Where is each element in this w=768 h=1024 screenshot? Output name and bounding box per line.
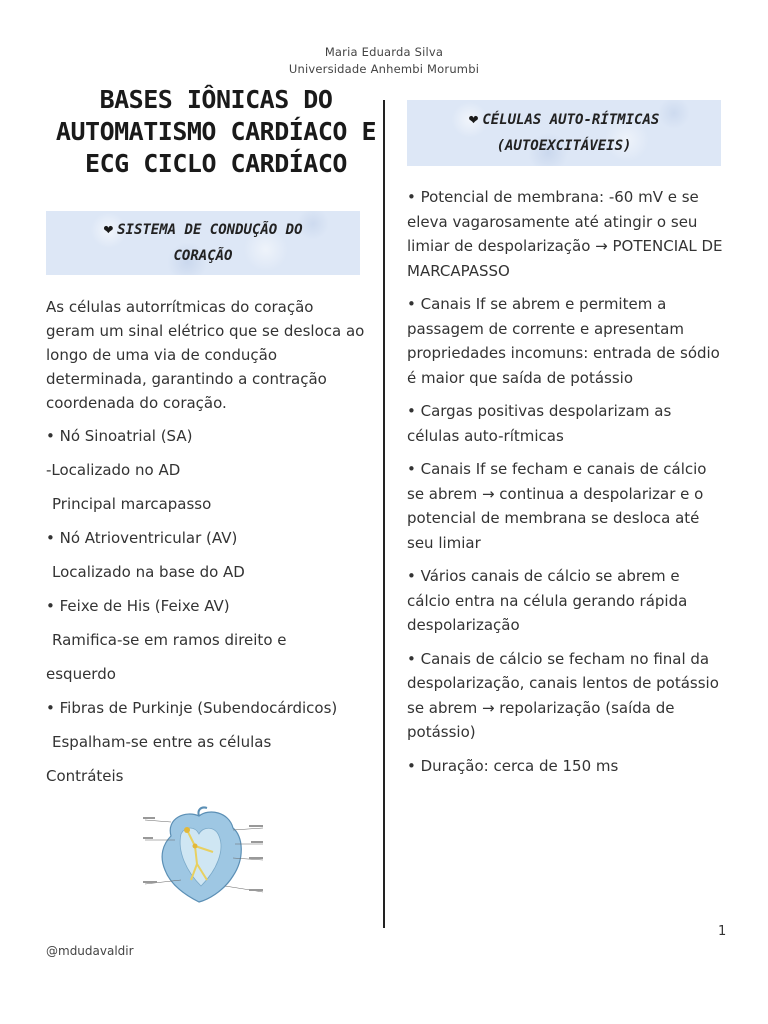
list-item: • Canais If se fecham e canais de cálcio se abrem → continua a despolarizar e o potencial de membrana se desloca até seu limiar [407,460,707,552]
list-item: • Canais de cálcio se fecham no final da despolarização, canais lentos de potássio se abrem → repolarização (saída de potássio) [407,649,719,741]
list-item: Principal marcapasso [52,495,212,513]
list-item: Ramifica-se em ramos direito e [52,631,287,649]
list-item: • Fibras de Purkinje (Subendocárdicos) [46,699,338,717]
author-name: Maria Eduarda Silva [324,45,444,59]
heart-icon: ❤ [103,219,114,238]
intro-paragraph: As células autorrítmicas do coração geram um sinal elétrico que se desloca ao longo de uma via de condução determinada, garantindo a contração coordenada do coração. [46,298,365,412]
column-divider [383,100,385,928]
section-heading-autorhythmic [407,100,721,166]
university-name: Universidade Anhembi Morumbi [288,62,480,76]
author-handle: @mdudavaldir [46,944,134,958]
list-item: • Cargas positivas despolarizam as células auto-rítmicas [407,402,672,445]
right-column [407,185,727,787]
page-title-line: AUTOMATISMO CARDÍACO E [55,117,377,146]
section-heading-text: (AUTOEXCITÁVEIS) [496,138,632,154]
list-item: • Canais If se abrem e permitem a passagem de corrente e apresentam propriedades incomuns: entrada de sódio é maior que saída de potássio [407,295,720,387]
section-heading-text: CORAÇÃO [173,248,233,264]
page-title-line: ECG CICLO CARDÍACO [85,149,347,178]
section-heading-text: SISTEMA DE CONDUÇÃO DO [117,222,303,238]
page-number: 1 [718,924,727,939]
list-item: • Nó Atrioventricular (AV) [46,529,238,547]
section-heading-text: CÉLULAS AUTO-RÍTMICAS [482,112,660,128]
list-item: • Duração: cerca de 150 ms [407,756,619,775]
list-item: -Localizado no AD [46,461,181,479]
list-item: • Potencial de membrana: -60 mV e se eleva vagarosamente até atingir o seu limiar de despolarização → POTENCIAL DE MARCAPASSO [407,188,723,280]
list-item: • Feixe de His (Feixe AV) [46,597,230,615]
list-item: Espalham-se entre as células [52,733,272,751]
page-title-line: BASES IÔNICAS DO [99,85,333,114]
list-item: Contráteis [46,767,124,785]
heart-conduction-diagram [141,806,266,906]
list-item: • Nó Sinoatrial (SA) [46,427,193,445]
heart-icon: ❤ [468,109,479,128]
section-heading-conduction [46,211,360,275]
document-header [0,44,768,78]
list-item: • Vários canais de cálcio se abrem e cálcio entra na célula gerando rápida despolarização [407,567,688,634]
list-item: esquerdo [46,665,116,683]
left-column [46,295,366,793]
list-item: Localizado na base do AD [52,563,245,581]
page-title [46,84,386,180]
